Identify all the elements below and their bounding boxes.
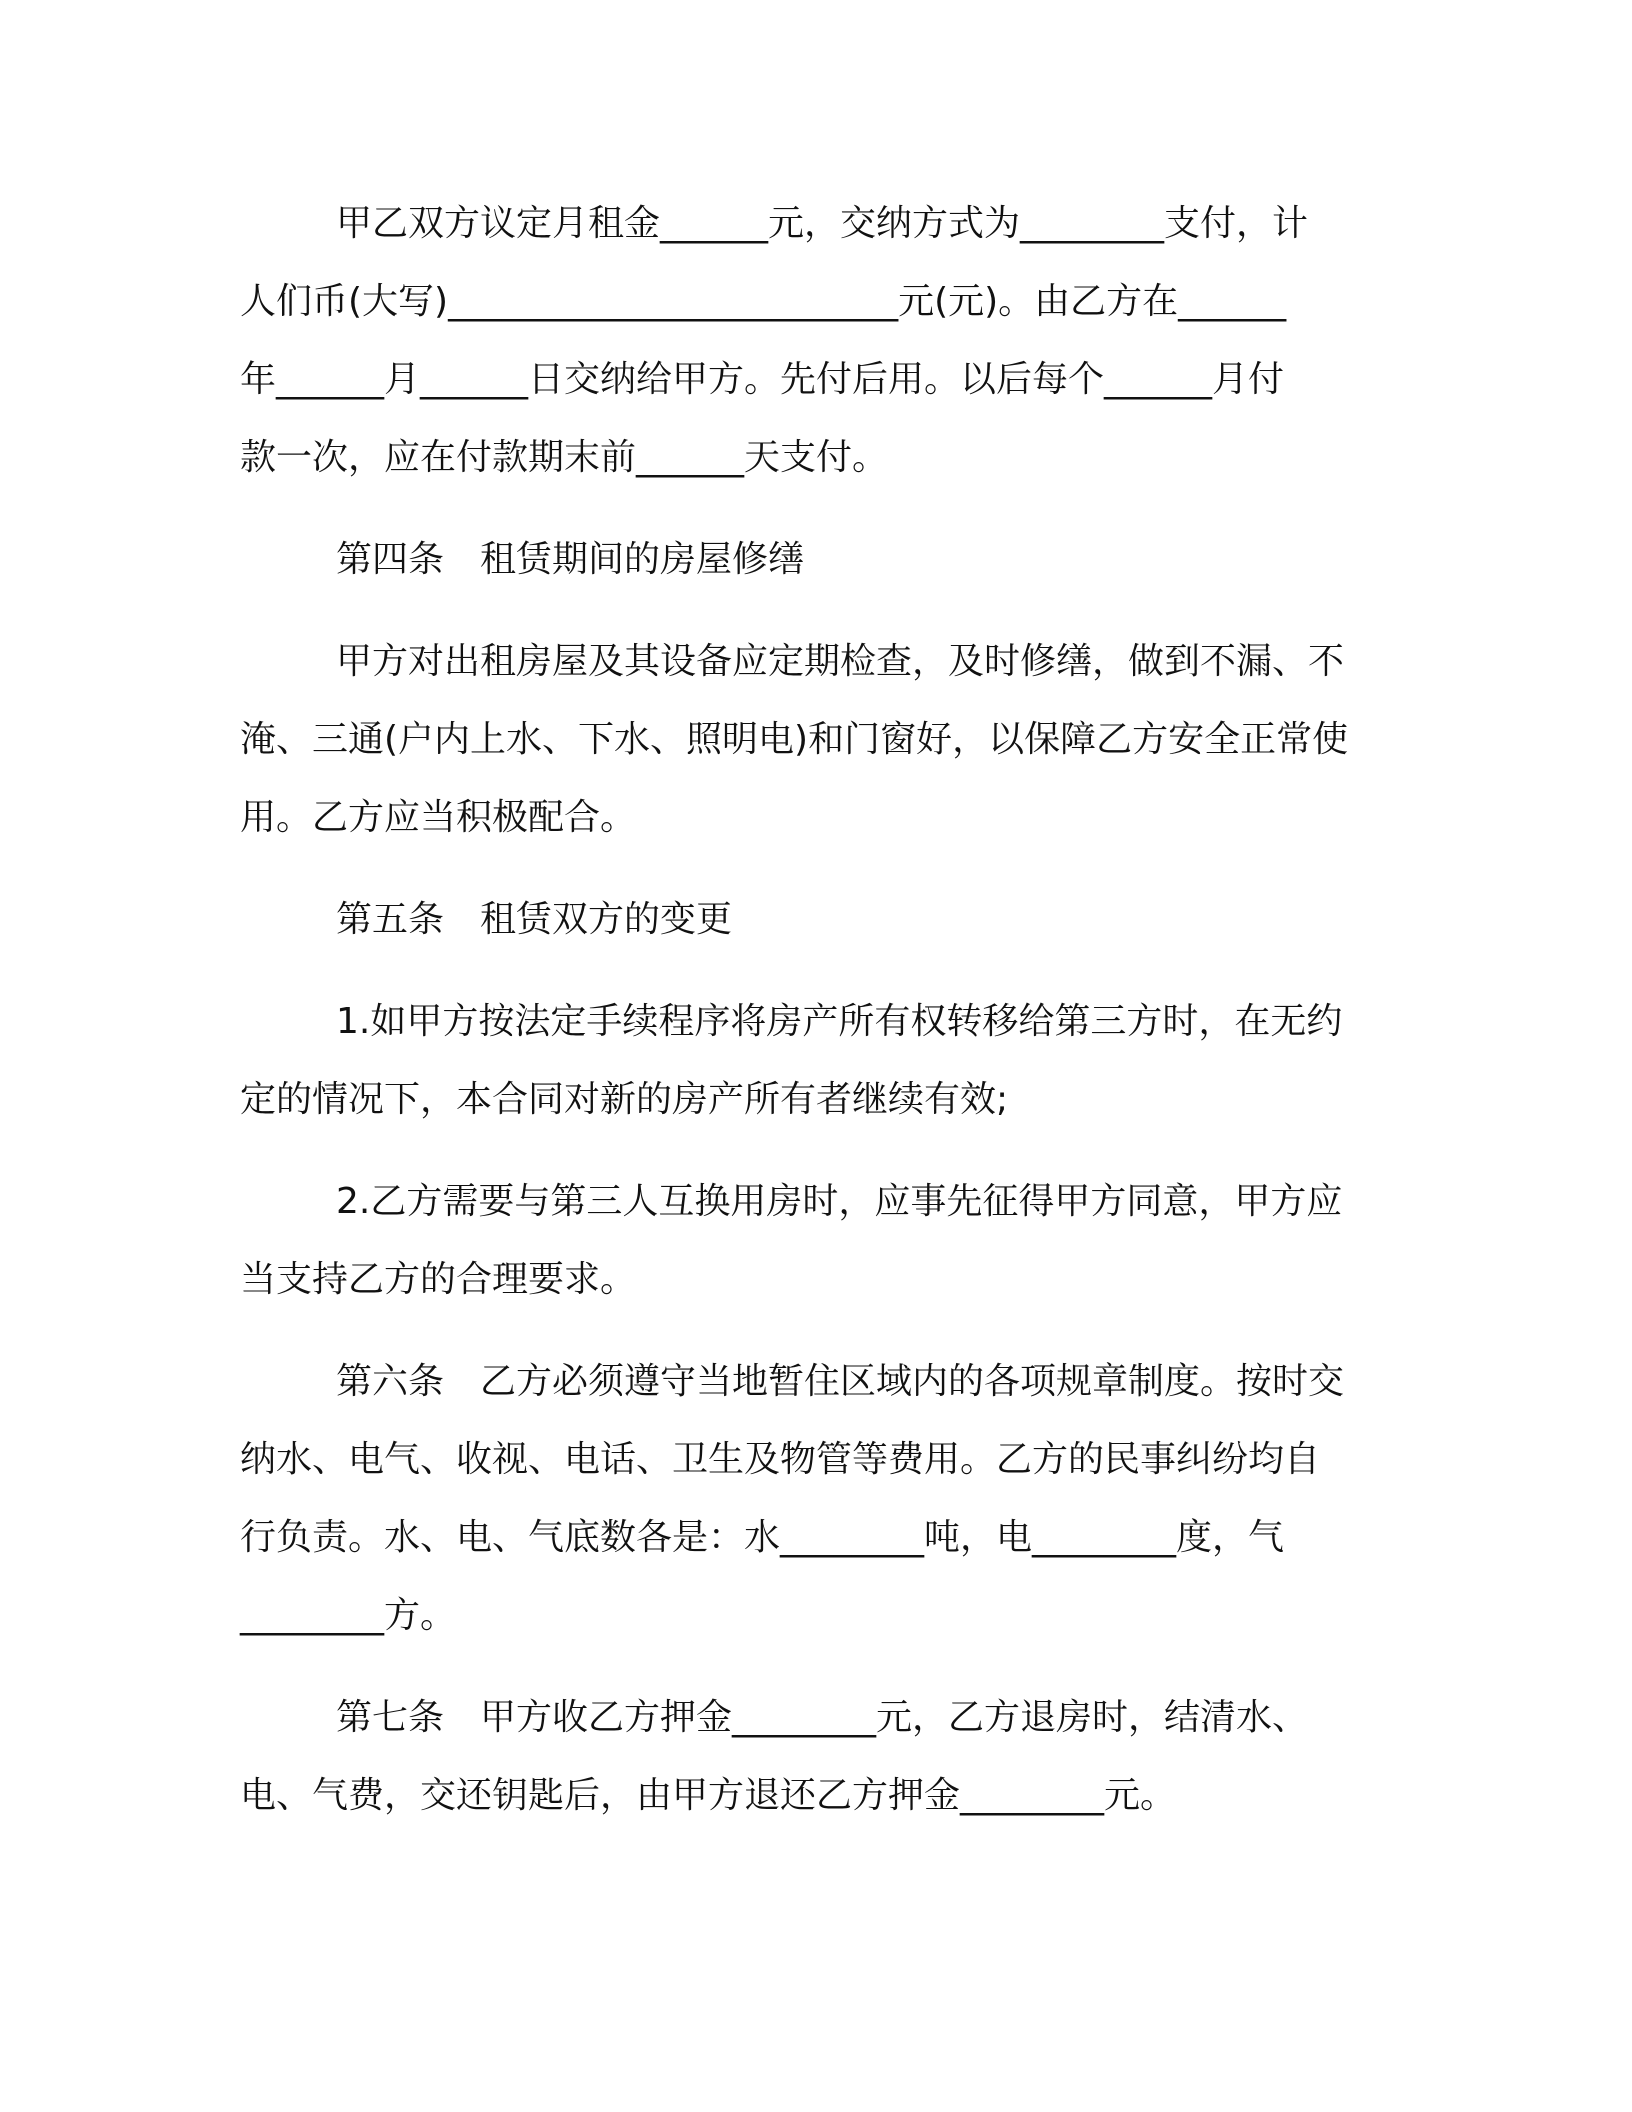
- paragraph-line: 年______月______日交纳给甲方。先付后用。以后每个______月付: [240, 359, 1285, 400]
- paragraph-line: 淹、三通(户内上水、下水、照明电)和门窗好，以保障乙方安全正常使: [240, 719, 1349, 760]
- article-4-body: [240, 623, 1390, 857]
- paragraph-line: ________方。: [240, 1595, 457, 1636]
- paragraph-line: 用。乙方应当积极配合。: [240, 797, 637, 838]
- paragraph-line: 纳水、电气、收视、电话、卫生及物管等费用。乙方的民事纠纷均自: [240, 1439, 1321, 1480]
- paragraph-line: 2.乙方需要与第三人互换用房时，应事先征得甲方同意，甲方应: [336, 1181, 1343, 1222]
- article-7: [240, 1679, 1390, 1835]
- paragraph-line: 电、气费，交还钥匙后，由甲方退还乙方押金________元。: [240, 1775, 1177, 1816]
- paragraph-line: 行负责。水、电、气底数各是：水________吨，电________度，气: [240, 1517, 1285, 1558]
- paragraph-line: 1.如甲方按法定手续程序将房产所有权转移给第三方时，在无约: [336, 1001, 1343, 1042]
- paragraph-line: 款一次，应在付款期末前______天支付。: [240, 437, 889, 478]
- article-5-item-1: [240, 983, 1390, 1139]
- contract-body: [240, 185, 1390, 1859]
- paragraph-line: 当支持乙方的合理要求。: [240, 1259, 637, 1300]
- paragraph-line: 人们币(大写)_________________________元(元)。由乙方在______: [240, 281, 1287, 322]
- article-4-heading: 第四条 租赁期间的房屋修缮: [336, 539, 805, 580]
- paragraph-line: 甲乙双方议定月租金______元，交纳方式为________支付，计: [336, 203, 1309, 244]
- paragraph-line: 第七条 甲方收乙方押金________元，乙方退房时，结清水、: [336, 1697, 1309, 1738]
- article-6: [240, 1343, 1390, 1655]
- paragraph-line: 定的情况下，本合同对新的房产所有者继续有效;: [240, 1079, 1009, 1120]
- article-5-item-2: [240, 1163, 1390, 1319]
- article-5-heading: 第五条 租赁双方的变更: [336, 899, 733, 940]
- paragraph-line: 甲方对出租房屋及其设备应定期检查，及时修缮，做到不漏、不: [336, 641, 1345, 682]
- paragraph-line: 第六条 乙方必须遵守当地暂住区域内的各项规章制度。按时交: [336, 1361, 1345, 1402]
- rent-payment-paragraph: [240, 185, 1390, 497]
